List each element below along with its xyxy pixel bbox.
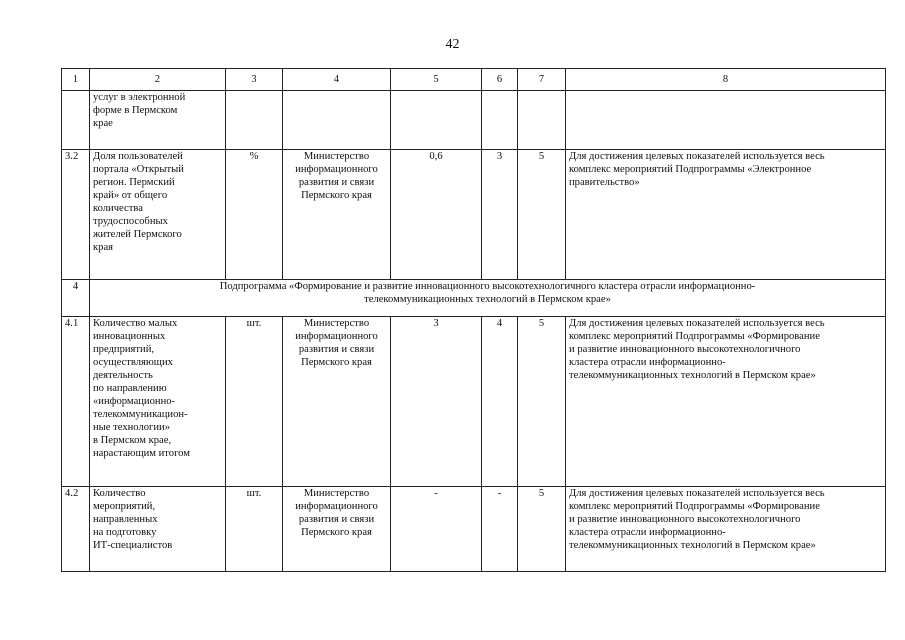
indicator-name-line: телекоммуникацион- <box>93 409 188 420</box>
note-cell <box>566 487 886 572</box>
table-row <box>62 317 886 487</box>
ministry-line: Министерство <box>303 488 370 499</box>
indicator-name-line: Количество <box>93 488 146 499</box>
row-number: 3.2 <box>62 150 90 280</box>
header-cell: 8 <box>566 69 886 91</box>
ministry-line: Министерство <box>303 151 370 162</box>
indicator-name <box>90 487 226 572</box>
ministry-line: Министерство <box>303 318 370 329</box>
indicator-name <box>90 91 226 150</box>
note-line: телекоммуникационных технологий в Пермском крае» <box>569 370 816 381</box>
value-cell: 5 <box>518 150 566 280</box>
row-number: 4 <box>62 280 90 317</box>
note-line: телекоммуникационных технологий в Пермском крае» <box>569 540 816 551</box>
header-cell: 1 <box>62 69 90 91</box>
note-line: комплекс мероприятий Подпрограммы «Электронное <box>569 164 812 175</box>
ministry-cell <box>283 91 391 150</box>
ministry-line: Пермского края <box>301 190 372 201</box>
table-row <box>62 150 886 280</box>
ministry-cell <box>283 487 391 572</box>
page-number: 42 <box>445 37 460 52</box>
header-cell: 3 <box>226 69 283 91</box>
indicator-name-line: форме в Пермском <box>93 105 178 116</box>
ministry-line: Пермского края <box>301 527 372 538</box>
header-cell: 4 <box>283 69 391 91</box>
ministry-line: развития и связи <box>298 344 375 355</box>
value-cell: 3 <box>482 150 518 280</box>
unit-cell: % <box>226 150 283 280</box>
section-title <box>90 280 886 317</box>
header-cell: 2 <box>90 69 226 91</box>
row-number <box>62 91 90 150</box>
value-cell: 5 <box>518 487 566 572</box>
header-cell: 6 <box>482 69 518 91</box>
indicator-name-line: мероприятий, <box>93 501 156 512</box>
section-title-line: Подпрограмма «Формирование и развитие инновационного высокотехнологичного кластера отрасли информационно- <box>219 281 756 292</box>
header-cell: 5 <box>391 69 482 91</box>
value-cell: - <box>391 487 482 572</box>
note-line: Для достижения целевых показателей используется весь <box>569 488 825 499</box>
ministry-cell <box>283 150 391 280</box>
note-line: и развитие инновационного высокотехнологичного <box>569 514 801 525</box>
row-number: 4.2 <box>62 487 90 572</box>
indicator-name-line: Доля пользователей <box>93 151 183 162</box>
indicator-name-line: нарастающим итогом <box>93 448 190 459</box>
ministry-line: информационного <box>295 331 378 342</box>
indicator-name-line: направленных <box>93 514 158 525</box>
row-number: 4.1 <box>62 317 90 487</box>
indicator-name-line: по направлению <box>93 383 167 394</box>
indicator-name-line: края <box>93 242 114 253</box>
value-cell <box>482 91 518 150</box>
indicator-name-line: крае <box>93 118 113 129</box>
unit-cell <box>226 91 283 150</box>
ministry-line: информационного <box>295 501 378 512</box>
unit-cell: шт. <box>226 317 283 487</box>
ministry-line: Пермского края <box>301 357 372 368</box>
indicator-name-line: инновационных <box>93 331 166 342</box>
value-cell: 0,6 <box>391 150 482 280</box>
indicator-name-line: портала «Открытый <box>93 164 184 175</box>
indicator-name-line: край» от общего <box>93 190 168 201</box>
unit-cell: шт. <box>226 487 283 572</box>
indicator-name <box>90 317 226 487</box>
indicator-name-line: в Пермском крае, <box>93 435 172 446</box>
note-line: правительство» <box>569 177 640 188</box>
indicator-name-line: предприятий, <box>93 344 155 355</box>
ministry-line: развития и связи <box>298 177 375 188</box>
note-line: кластера отрасли информационно- <box>569 357 726 368</box>
note-line: комплекс мероприятий Подпрограммы «Формирование <box>569 331 820 342</box>
note-line: и развитие инновационного высокотехнологичного <box>569 344 801 355</box>
ministry-line: информационного <box>295 164 378 175</box>
note-line: комплекс мероприятий Подпрограммы «Формирование <box>569 501 820 512</box>
indicator-name-line: услуг в электронной <box>93 92 186 103</box>
note-line: Для достижения целевых показателей используется весь <box>569 318 825 329</box>
table-row <box>62 91 886 150</box>
ministry-line: развития и связи <box>298 514 375 525</box>
indicator-name-line: ИТ-специалистов <box>93 540 173 551</box>
note-cell <box>566 317 886 487</box>
value-cell: 3 <box>391 317 482 487</box>
indicator-name-line: деятельность <box>93 370 153 381</box>
indicator-name-line: осуществляющих <box>93 357 173 368</box>
value-cell <box>391 91 482 150</box>
indicators-table <box>61 68 886 572</box>
indicator-name-line: «информационно- <box>93 396 176 407</box>
ministry-cell <box>283 317 391 487</box>
indicator-name-line: количества <box>93 203 143 214</box>
indicator-name-line: регион. Пермский <box>93 177 175 188</box>
value-cell: 4 <box>482 317 518 487</box>
value-cell: 5 <box>518 317 566 487</box>
indicator-name-line: на подготовку <box>93 527 157 538</box>
note-cell <box>566 150 886 280</box>
indicator-name-line: Количество малых <box>93 318 178 329</box>
section-title-line: телекоммуникационных технологий в Пермском крае» <box>364 294 611 305</box>
section-row <box>62 280 886 317</box>
value-cell: - <box>482 487 518 572</box>
note-line: Для достижения целевых показателей используется весь <box>569 151 825 162</box>
indicator-name-line: жителей Пермского <box>93 229 182 240</box>
note-cell <box>566 91 886 150</box>
value-cell <box>518 91 566 150</box>
table-header-row <box>62 69 886 91</box>
header-cell: 7 <box>518 69 566 91</box>
note-line: кластера отрасли информационно- <box>569 527 726 538</box>
indicator-name-line: трудоспособных <box>93 216 168 227</box>
table-row <box>62 487 886 572</box>
indicator-name-line: ные технологии» <box>93 422 171 433</box>
indicator-name <box>90 150 226 280</box>
